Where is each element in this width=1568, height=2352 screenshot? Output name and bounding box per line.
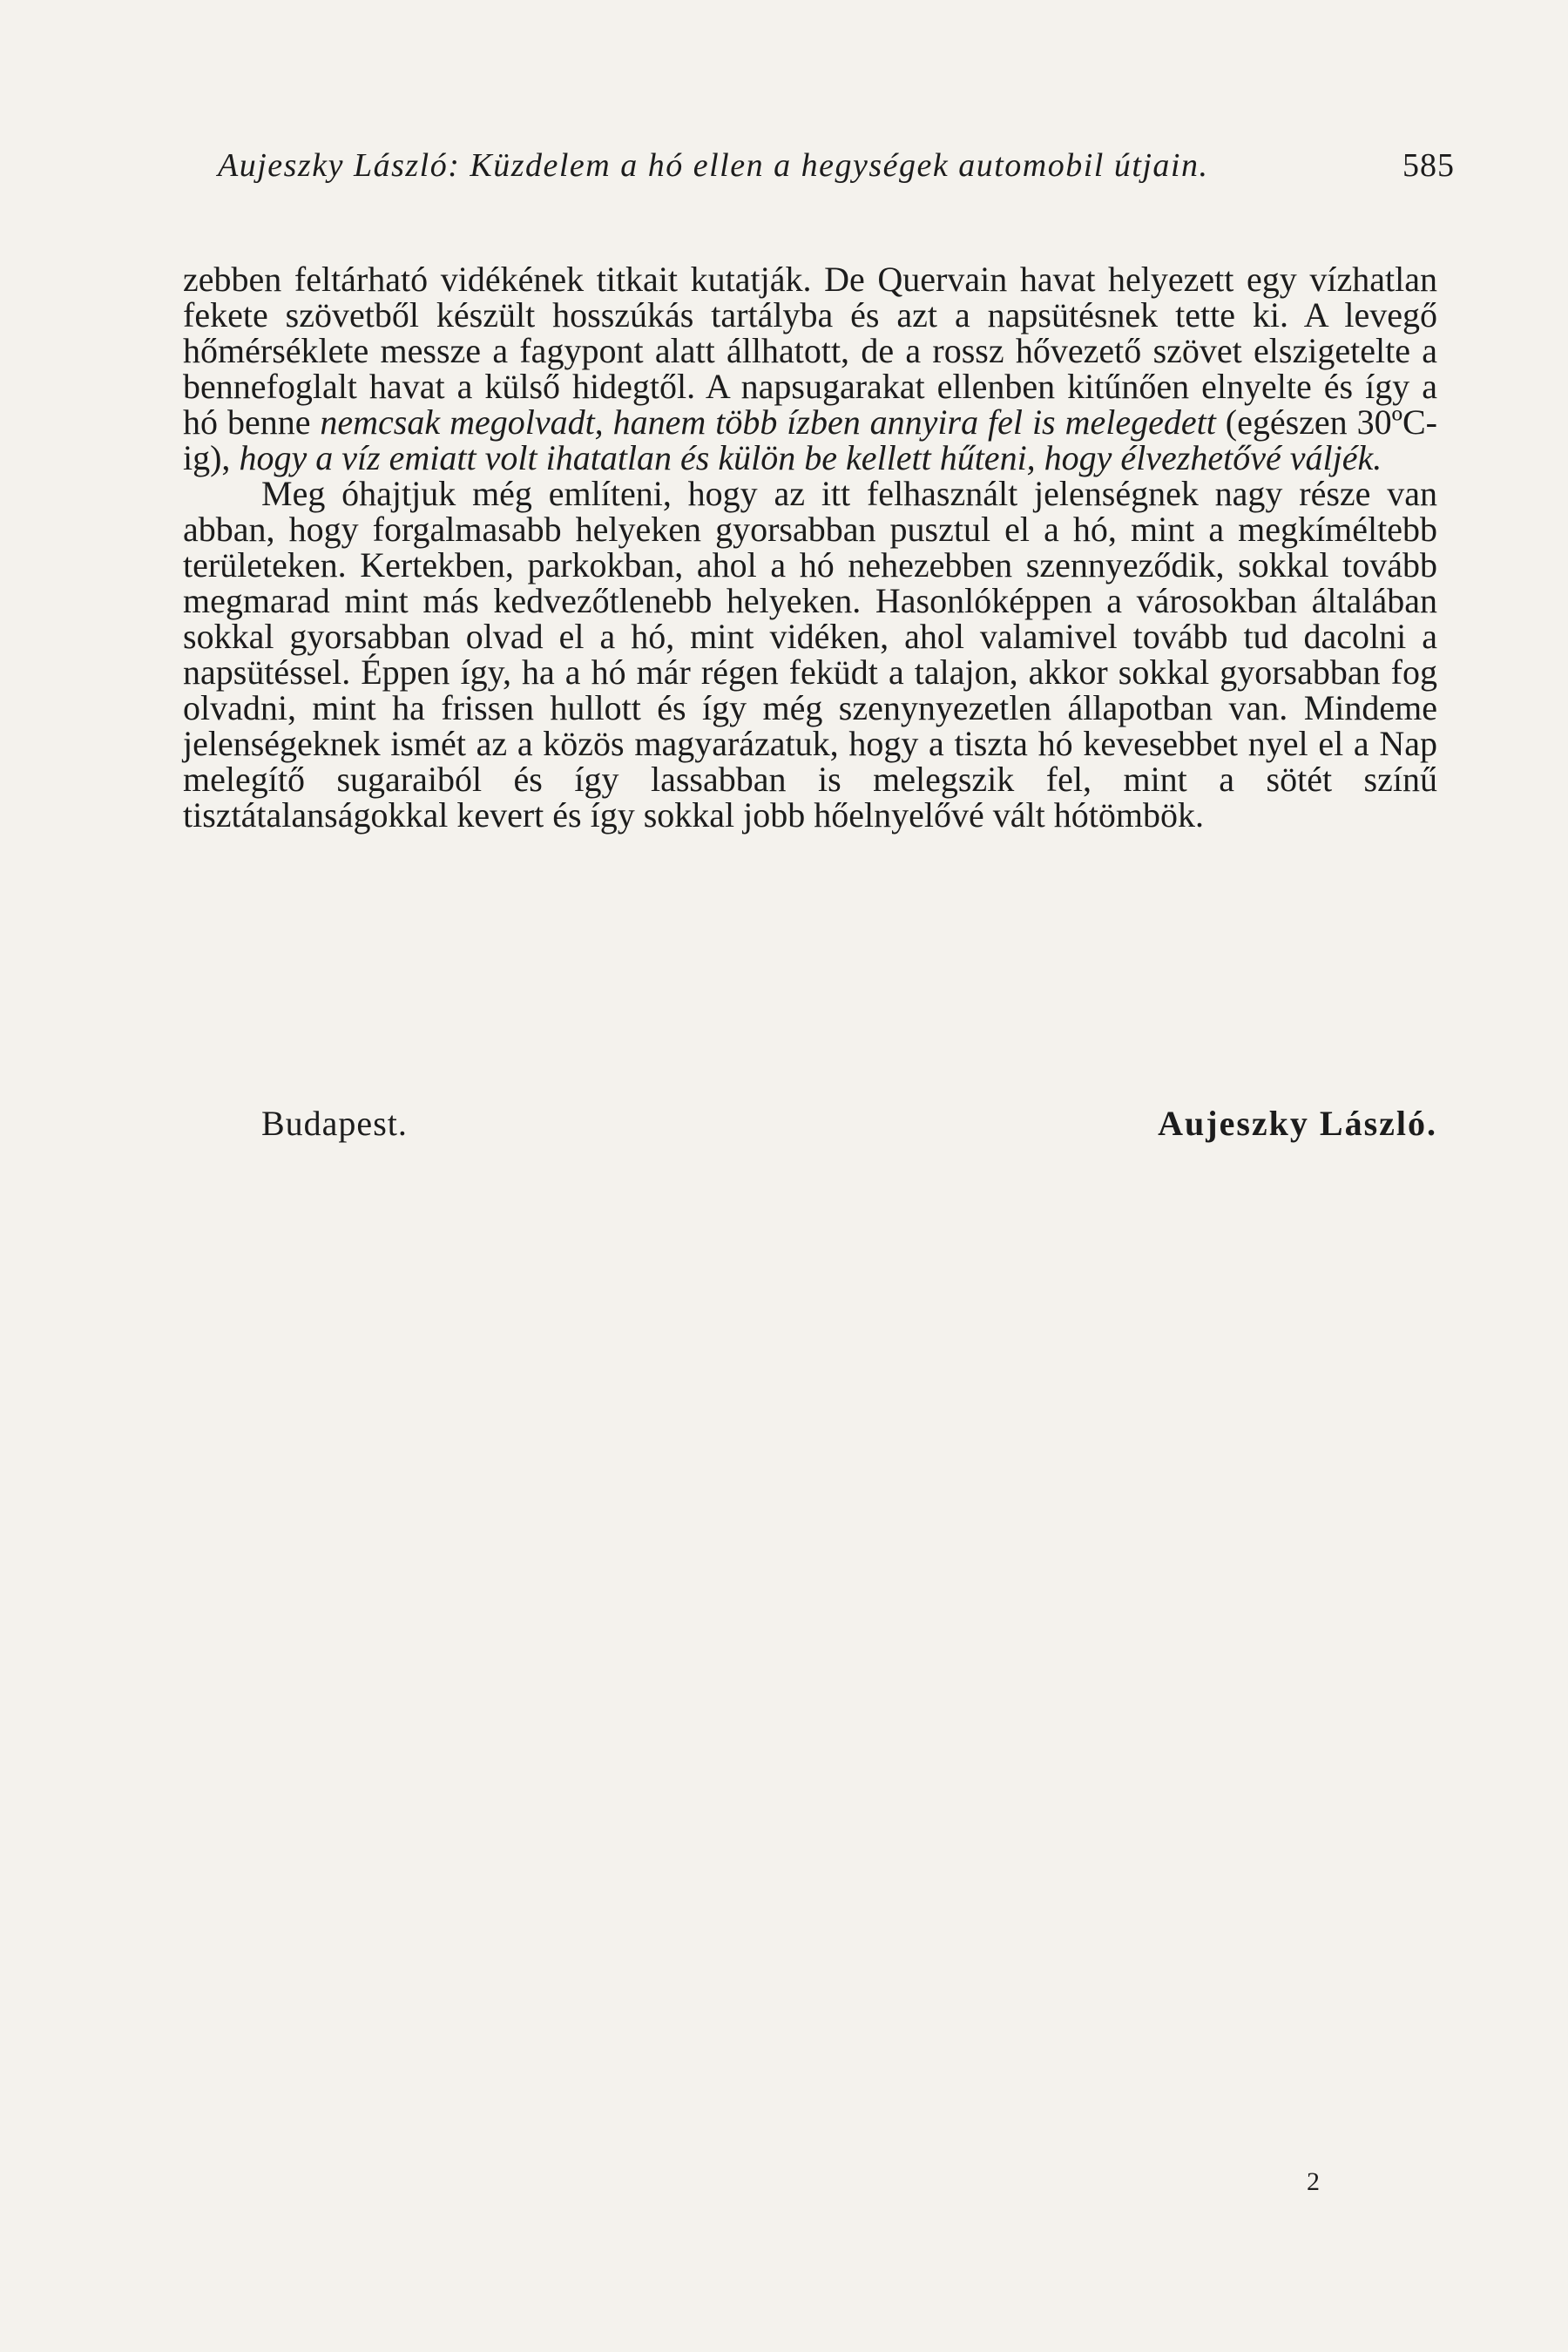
paragraph-1-text-b: (egészen 30ºC-ig),: [183, 402, 1438, 477]
article-body: [183, 261, 1437, 833]
running-header: [218, 146, 1455, 199]
closing-line: [183, 1103, 1437, 1146]
running-title: Aujeszky László: Küzdelem a hó ellen a hegységek automobil útjain.: [218, 147, 1209, 184]
paragraph-1-text-a: zebben feltárható vidékének titkait kutatják. De Quervain havat helyezett egy vízhatlan fekete szövetből készült hosszúkás tartályba és azt a napsütésnek tette ki. A levegő hőmérséklete messze a fagypont alatt állhatott, de a rossz hővezető szövet elszigetelte a bennefoglalt havat a külső hidegtől. A napsugarakat ellenben kitűnően elnyelte és így a hó benne: [183, 260, 1437, 442]
paragraph-1-emphasis-a: nemcsak megolvadt, hanem több ízben annyira fel is melegedett: [320, 402, 1216, 442]
paragraph-1: [183, 261, 1437, 476]
page-number: 585: [1402, 147, 1455, 184]
place-of-writing: Budapest.: [261, 1104, 408, 1143]
paragraph-1-emphasis-b: hogy a víz emiatt volt ihatatlan és külön be kellett hűteni, hogy élvezhetővé váljék.: [239, 438, 1382, 477]
paragraph-2: Meg óhajtjuk még említeni, hogy az itt felhasznált jelenségnek nagy része van abban, hogy forgalmasabb helyeken gyorsabban pusztul el a hó, mint a megkíméltebb területeken. Kertekben, parkokban, ahol a hó nehezebben szennyeződik, sokkal tovább megmarad mint más kedvezőtlenebb helyeken. Hasonlóképpen a városokban általában sokkal gyorsabban olvad el a hó, mint vidéken, ahol valamivel tovább tud dacolni a napsütéssel. Éppen így, ha a hó már régen feküdt a talajon, akkor sokkal gyorsabban fog olvadni, mint ha frissen hullott és így még szenynyezetlen állapotban van. Mindeme jelenségeknek ismét az a közös magyarázatuk, hogy a tiszta hó kevesebbet nyel el a Nap melegítő sugaraiból és így lassabban is melegszik fel, mint a sötét színű tisztátalanságokkal kevert és így sokkal jobb hőelnyelővé vált hótömbök.: [183, 474, 1437, 835]
author-signature: Aujeszky László.: [1158, 1104, 1437, 1143]
sheet-number: 2: [1307, 2167, 1320, 2196]
